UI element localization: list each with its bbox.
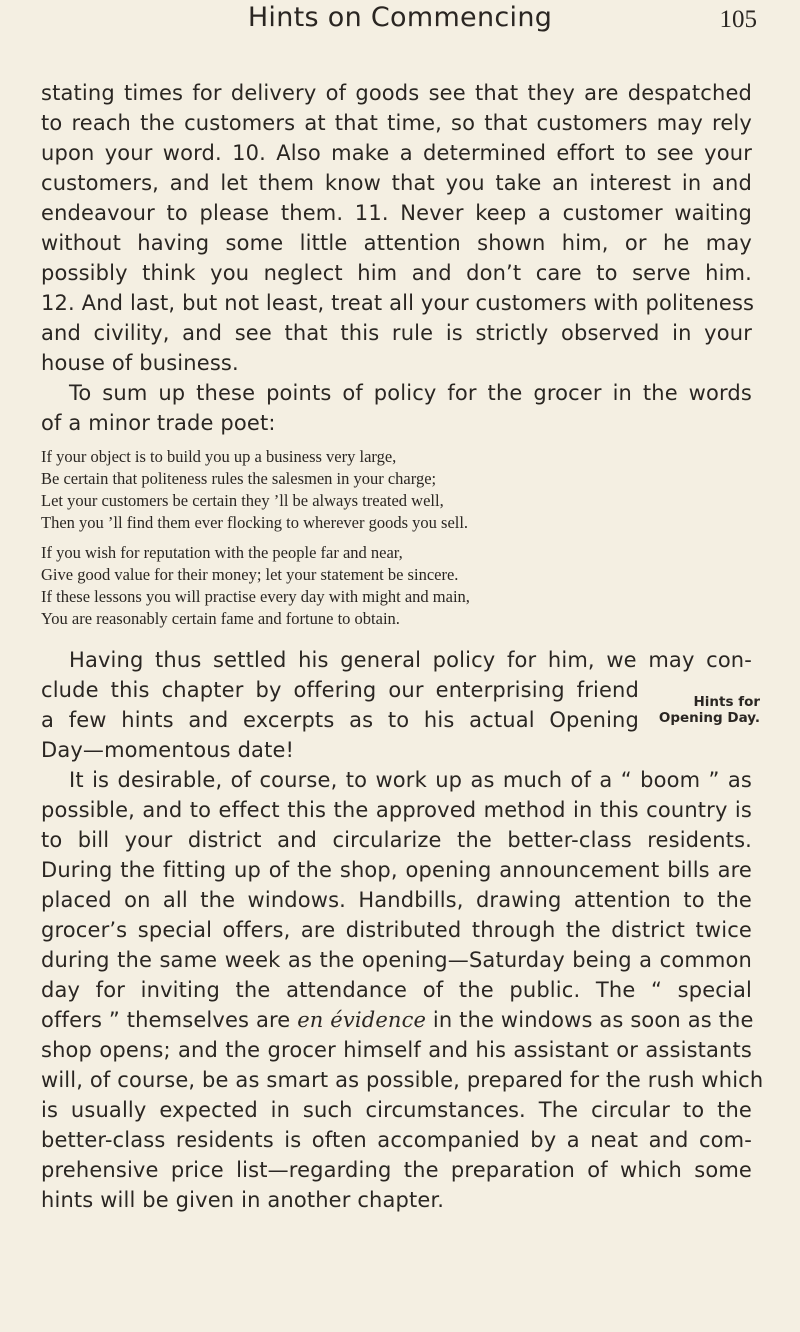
text-line: It is desirable, of course, to work up as much of a “ boom ” as xyxy=(69,768,752,792)
italic-phrase: en évidence xyxy=(297,1008,427,1032)
text-line: placed on all the windows. Handbills, drawing attention to the xyxy=(41,888,752,912)
text-line: clude this chapter by offering our enterprising friend xyxy=(41,678,639,702)
page-number: 105 xyxy=(719,6,757,33)
text-line: upon your word. 10. Also make a determined effort to see your xyxy=(41,141,752,165)
text-line: better-class residents is often accompanied by a neat and com- xyxy=(41,1128,752,1152)
text-line: possible, and to effect this the approved method in this country is xyxy=(41,798,752,822)
text-span: in the windows as soon as the xyxy=(426,1008,754,1032)
text-line: will, of course, be as smart as possible, prepared for the rush which xyxy=(41,1068,764,1092)
page-header xyxy=(0,0,800,50)
margin-note-line: Opening Day. xyxy=(658,710,760,726)
text-line: a few hints and excerpts as to his actual Opening xyxy=(41,708,639,732)
text-line: To sum up these points of policy for the grocer in the words xyxy=(69,381,752,405)
text-line: grocer’s special offers, are distributed through the district twice xyxy=(41,918,752,942)
text-line: house of business. xyxy=(41,351,239,375)
verse-line: Then you ’ll find them ever flocking to wherever goods you sell. xyxy=(41,513,469,532)
margin-note-line: Hints for xyxy=(693,694,760,710)
verse-line: Give good value for their money; let your statement be sincere. xyxy=(41,565,459,584)
verse-line: If you wish for reputation with the people far and near, xyxy=(41,543,403,562)
verse-line: Let your customers be certain they ’ll be always treated well, xyxy=(41,491,444,510)
verse-line: Be certain that politeness rules the salesmen in your charge; xyxy=(41,469,437,488)
text-line: is usually expected in such circumstances. The circular to the xyxy=(41,1098,752,1122)
text-line: of a minor trade poet: xyxy=(41,411,276,435)
text-line: Day—momentous date! xyxy=(41,738,295,762)
text-line: and civility, and see that this rule is strictly observed in your xyxy=(41,321,752,345)
text-line: Having thus settled his general policy for him, we may con- xyxy=(69,648,752,672)
verse-line: If these lessons you will practise every day with might and main, xyxy=(41,587,470,606)
text-line: shop opens; and the grocer himself and his assistant or assistants xyxy=(41,1038,752,1062)
text-line xyxy=(41,1005,752,1035)
text-line: without having some little attention shown him, or he may xyxy=(41,231,752,255)
text-line: day for inviting the attendance of the public. The “ special xyxy=(41,978,752,1002)
running-head: Hints on Commencing xyxy=(247,2,553,33)
text-line: during the same week as the opening—Saturday being a common xyxy=(41,948,752,972)
text-line: hints will be given in another chapter. xyxy=(41,1188,445,1212)
text-line: customers, and let them know that you take an interest in and xyxy=(41,171,752,195)
text-span: offers ” themselves are xyxy=(41,1008,298,1032)
text-line: prehensive price list—regarding the preparation of which some xyxy=(41,1158,752,1182)
text-line: During the fitting up of the shop, opening announcement bills are xyxy=(41,858,752,882)
text-line: stating times for delivery of goods see that they are despatched xyxy=(41,81,752,105)
text-line: to bill your district and circularize the better-class residents. xyxy=(41,828,752,852)
verse-line: If your object is to build you up a business very large, xyxy=(41,447,397,466)
text-line: 12. And last, but not least, treat all your customers with politeness xyxy=(41,291,755,315)
text-line: to reach the customers at that time, so that customers may rely xyxy=(41,111,752,135)
text-line: endeavour to please them. 11. Never keep a customer waiting xyxy=(41,201,752,225)
margin-note xyxy=(659,694,760,726)
text-line: possibly think you neglect him and don’t care to serve him. xyxy=(41,261,752,285)
verse-line: You are reasonably certain fame and fortune to obtain. xyxy=(41,609,400,628)
